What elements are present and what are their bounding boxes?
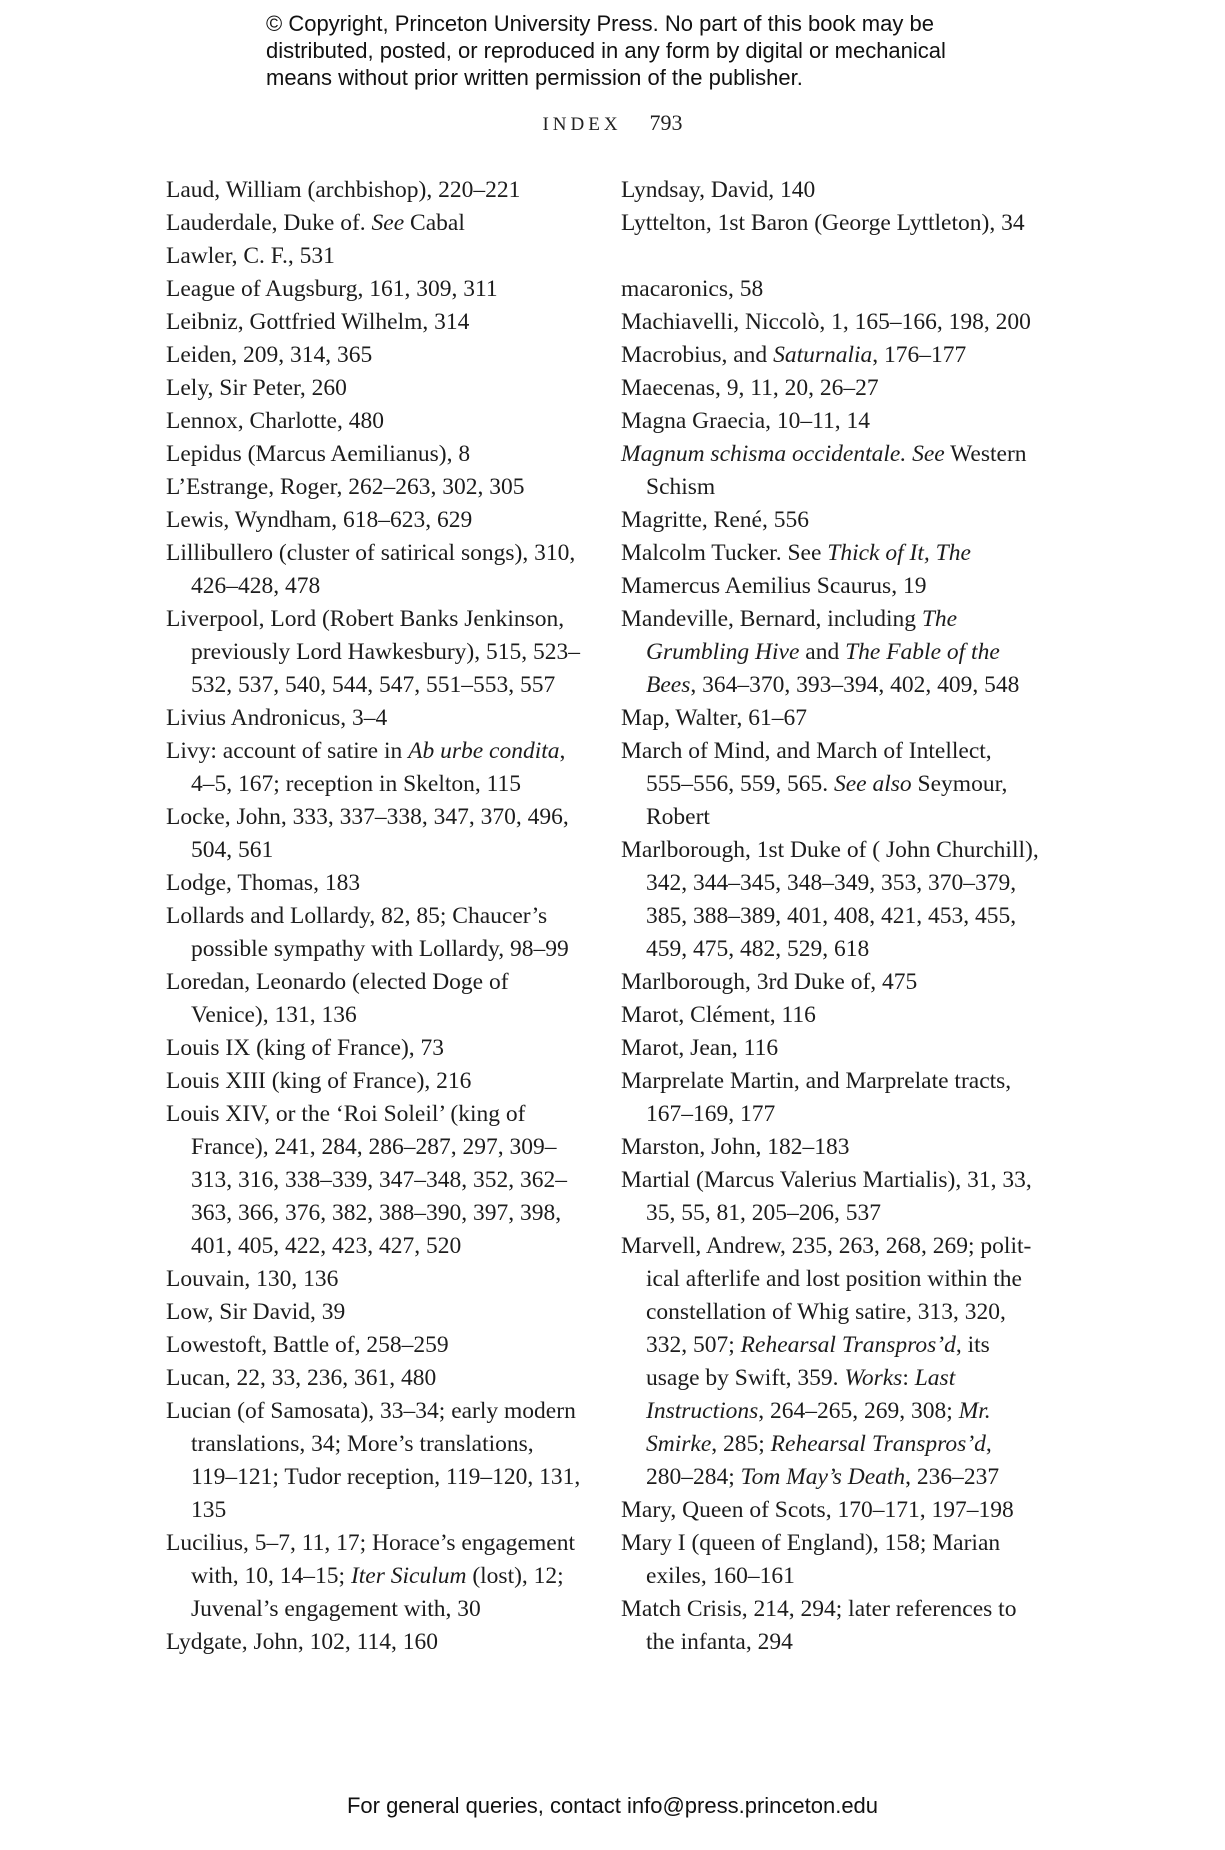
entry-text: Louvain, 130, 136	[166, 1266, 339, 1292]
entry-text: Liverpool, Lord (Robert Banks Jenkinson, previously Lord Hawkesbury), 515, 523–532, 537, 540, 544, 547, 551–553, 557	[166, 606, 580, 698]
index-entry	[166, 702, 584, 735]
page-number: 793	[649, 110, 683, 135]
index-entry	[621, 999, 1039, 1032]
entry-text: Lucilius, 5–7, 11, 17; Horace’s engagement with, 10, 14–15;	[166, 1530, 575, 1589]
entry-text: Marprelate Martin, and Marprelate tracts, 167–169, 177	[621, 1068, 1012, 1127]
index-entry	[621, 438, 1039, 504]
index-entry	[166, 339, 584, 372]
index-entry	[621, 1032, 1039, 1065]
index-entry	[166, 306, 584, 339]
entry-text: League of Augsburg, 161, 309, 311	[166, 276, 498, 302]
index-entry	[166, 405, 584, 438]
entry-text: Lewis, Wyndham, 618–623, 629	[166, 507, 473, 533]
index-entry	[621, 1065, 1039, 1131]
index-entry	[621, 207, 1039, 240]
entry-text: Mary, Queen of Scots, 170–171, 197–198	[621, 1497, 1014, 1523]
entry-text: Louis XIV, or the ‘Roi Soleil’ (king of France), 241, 284, 286–287, 297, 309–313, 316, 338–339, 347–348, 352, 362–363, 366, 376, 382, 388–390, 397, 398, 401, 405, 422, 423, 427, 520	[166, 1101, 567, 1259]
entry-text: Lillibullero (cluster of satirical songs), 310, 426–428, 478	[166, 540, 576, 599]
entry-text: Malcolm Tucker. See	[621, 540, 828, 566]
index-entry	[621, 405, 1039, 438]
entry-text: and	[799, 639, 846, 665]
entry-text: Lyndsay, David, 140	[621, 177, 816, 203]
index-entry	[621, 570, 1039, 603]
entry-text: March of Mind, and March of Intellect, 555–556, 559, 565.	[621, 738, 992, 797]
entry-italic-text: The Fable of the Bees	[646, 639, 1000, 698]
entry-text: :	[902, 1365, 915, 1391]
entry-text: , 285;	[711, 1431, 771, 1457]
entry-italic-text: Tom May’s Death	[740, 1464, 906, 1490]
index-entry	[621, 306, 1039, 339]
entry-text: , 264–265, 269, 308;	[758, 1398, 959, 1424]
letter-group-l	[621, 174, 1039, 240]
index-column-left	[166, 174, 584, 1659]
index-entry	[166, 537, 584, 603]
entry-italic-text: Thick of It, The	[827, 540, 971, 566]
entry-text: Mary I (queen of England), 158; Marian exiles, 160–161	[621, 1530, 1001, 1589]
entry-text: Lydgate, John, 102, 114, 160	[166, 1629, 438, 1655]
copyright-line: © Copyright, Princeton University Press. No part of this book may be	[266, 11, 934, 36]
entry-text: macaronics, 58	[621, 276, 764, 302]
index-entry	[166, 1329, 584, 1362]
entry-text: Leiden, 209, 314, 365	[166, 342, 373, 368]
entry-text: , 364–370, 393–394, 402, 409, 548	[690, 672, 1020, 698]
index-entry	[621, 1593, 1039, 1659]
index-entry	[166, 504, 584, 537]
entry-text: Macrobius, and	[621, 342, 774, 368]
copyright-notice	[266, 10, 1026, 91]
index-entry	[621, 735, 1039, 834]
entry-text: Lucian (of Samosata), 33–34; early modern translations, 34; More’s translations, 119–121; Tudor reception, 119–120, 131, 135	[166, 1398, 581, 1523]
index-entry	[166, 174, 584, 207]
entry-text: Magritte, René, 556	[621, 507, 809, 533]
copyright-line: distributed, posted, or reproduced in any form by digital or mechanical	[266, 38, 946, 63]
entry-text: Low, Sir David, 39	[166, 1299, 346, 1325]
entry-text: , 280–284;	[646, 1431, 992, 1490]
footer-contact: For general queries, contact info@press.princeton.edu	[346, 1793, 879, 1818]
entry-text: Marvell, Andrew, 235, 263, 268, 269; polit-ical afterlife and lost position within the constellation of Whig satire, 313, 320, 332, 507;	[621, 1233, 1032, 1358]
entry-text: Laud, William (archbishop), 220–221	[166, 177, 521, 203]
index-entry	[621, 537, 1039, 570]
entry-text: Locke, John, 333, 337–338, 347, 370, 496, 504, 561	[166, 804, 569, 863]
entry-italic-text: The Grumbling Hive	[646, 606, 958, 665]
entry-text: Lauderdale, Duke of.	[166, 210, 372, 236]
entry-text: , 176–177	[872, 342, 967, 368]
index-entry	[621, 1131, 1039, 1164]
entry-text: L’Estrange, Roger, 262–263, 302, 305	[166, 474, 525, 500]
entry-text: Machiavelli, Niccolò, 1, 165–166, 198, 200	[621, 309, 1031, 335]
entry-text: Livius Andronicus, 3–4	[166, 705, 388, 731]
index-entry	[166, 867, 584, 900]
entry-text: Marlborough, 3rd Duke of, 475	[621, 969, 918, 995]
entry-italic-text: See also	[834, 771, 912, 797]
index-entry	[621, 1164, 1039, 1230]
index-entry	[166, 1362, 584, 1395]
index-entry	[621, 273, 1039, 306]
index-entry	[621, 702, 1039, 735]
section-label: INDEX	[542, 114, 622, 135]
entry-italic-text: See	[371, 210, 405, 236]
entry-italic-text: Rehearsal Transpros’d	[770, 1431, 986, 1457]
entry-text: Marot, Clément, 116	[621, 1002, 816, 1028]
entry-text: Magna Graecia, 10–11, 14	[621, 408, 871, 434]
entry-text: Lyttelton, 1st Baron (George Lyttleton), 34	[621, 210, 1025, 236]
entry-italic-text: Iter Siculum	[350, 1563, 467, 1589]
entry-text: Marot, Jean, 116	[621, 1035, 779, 1061]
index-entry	[621, 966, 1039, 999]
entry-text: Martial (Marcus Valerius Martialis), 31, 33, 35, 55, 81, 205–206, 537	[621, 1167, 1032, 1226]
entry-text: Lowestoft, Battle of, 258–259	[166, 1332, 449, 1358]
entry-text: Louis XIII (king of France), 216	[166, 1068, 472, 1094]
index-column-right	[621, 174, 1039, 1659]
entry-italic-text: Magnum schisma occidentale. See	[621, 441, 945, 467]
entry-text: Livy: account of satire in	[166, 738, 409, 764]
index-entry	[166, 207, 584, 240]
entry-text: Lely, Sir Peter, 260	[166, 375, 347, 401]
entry-italic-text: Rehearsal Transpros’d	[740, 1332, 956, 1358]
index-entry	[166, 471, 584, 504]
entry-text: Leibniz, Gottfried Wilhelm, 314	[166, 309, 470, 335]
entry-text: Mandeville, Bernard, including	[621, 606, 922, 632]
index-entry	[621, 1527, 1039, 1593]
entry-text: Marston, John, 182–183	[621, 1134, 850, 1160]
index-entry	[166, 1032, 584, 1065]
index-entry	[621, 1494, 1039, 1527]
index-entry	[166, 735, 584, 801]
entry-text: Louis IX (king of France), 73	[166, 1035, 445, 1061]
entry-text: Lennox, Charlotte, 480	[166, 408, 384, 434]
entry-text: Map, Walter, 61–67	[621, 705, 808, 731]
index-entry	[166, 1098, 584, 1263]
index-entry	[166, 603, 584, 702]
entry-italic-text: Last Instructions	[646, 1365, 956, 1424]
entry-text: Lepidus (Marcus Aemilianus), 8	[166, 441, 471, 467]
index-entry	[166, 1263, 584, 1296]
entry-italic-text: Saturnalia	[773, 342, 873, 368]
entry-text: Match Crisis, 214, 294; later references to the infanta, 294	[621, 1596, 1017, 1655]
index-entry	[621, 372, 1039, 405]
index-entry	[166, 273, 584, 306]
entry-text: Lodge, Thomas, 183	[166, 870, 361, 896]
index-entry	[166, 966, 584, 1032]
entry-text: Maecenas, 9, 11, 20, 26–27	[621, 375, 879, 401]
running-head	[0, 110, 1225, 136]
index-entry	[166, 1296, 584, 1329]
copyright-line: means without prior written permission of the publisher.	[266, 65, 803, 90]
entry-italic-text: Ab urbe condita	[408, 738, 560, 764]
index-entry	[166, 1527, 584, 1626]
index-entry	[166, 1626, 584, 1659]
entry-italic-text: Works	[844, 1365, 903, 1391]
index-entry	[621, 834, 1039, 966]
index-entry	[166, 438, 584, 471]
letter-group-m	[621, 273, 1039, 1659]
entry-text: , its usage by Swift, 359.	[646, 1332, 990, 1391]
index-entry	[166, 1395, 584, 1527]
index-entry	[166, 801, 584, 867]
index-entry	[166, 900, 584, 966]
entry-text: Lollards and Lollardy, 82, 85; Chaucer’s possible sympathy with Lollardy, 98–99	[166, 903, 569, 962]
index-entry	[166, 372, 584, 405]
entry-text: Loredan, Leonardo (elected Doge of Venice), 131, 136	[166, 969, 509, 1028]
entry-text: Marlborough, 1st Duke of ( John Churchill), 342, 344–345, 348–349, 353, 370–379, 385, 388–389, 401, 408, 421, 453, 455, 459, 475, 482, 529, 618	[621, 837, 1039, 962]
index-entry	[621, 603, 1039, 702]
entry-italic-text: Mr. Smirke	[646, 1398, 991, 1457]
index-entry	[621, 339, 1039, 372]
entry-text: , 236–237	[905, 1464, 1000, 1490]
entry-text: Western Schism	[646, 441, 1027, 500]
index-entry	[166, 1065, 584, 1098]
index-entry	[166, 240, 584, 273]
entry-text: (lost), 12; Juvenal’s engagement with, 30	[191, 1563, 564, 1622]
entry-text: , 4–5, 167; reception in Skelton, 115	[191, 738, 566, 797]
index-entry	[621, 1230, 1039, 1494]
index-entry	[621, 504, 1039, 537]
letter-group-divider	[621, 240, 1039, 273]
entry-text: Lucan, 22, 33, 236, 361, 480	[166, 1365, 437, 1391]
entry-text: Lawler, C. F., 531	[166, 243, 335, 269]
index-entry	[621, 174, 1039, 207]
entry-text: Mamercus Aemilius Scaurus, 19	[621, 573, 927, 599]
entry-text: Seymour, Robert	[646, 771, 1008, 830]
entry-text: Cabal	[404, 210, 465, 236]
